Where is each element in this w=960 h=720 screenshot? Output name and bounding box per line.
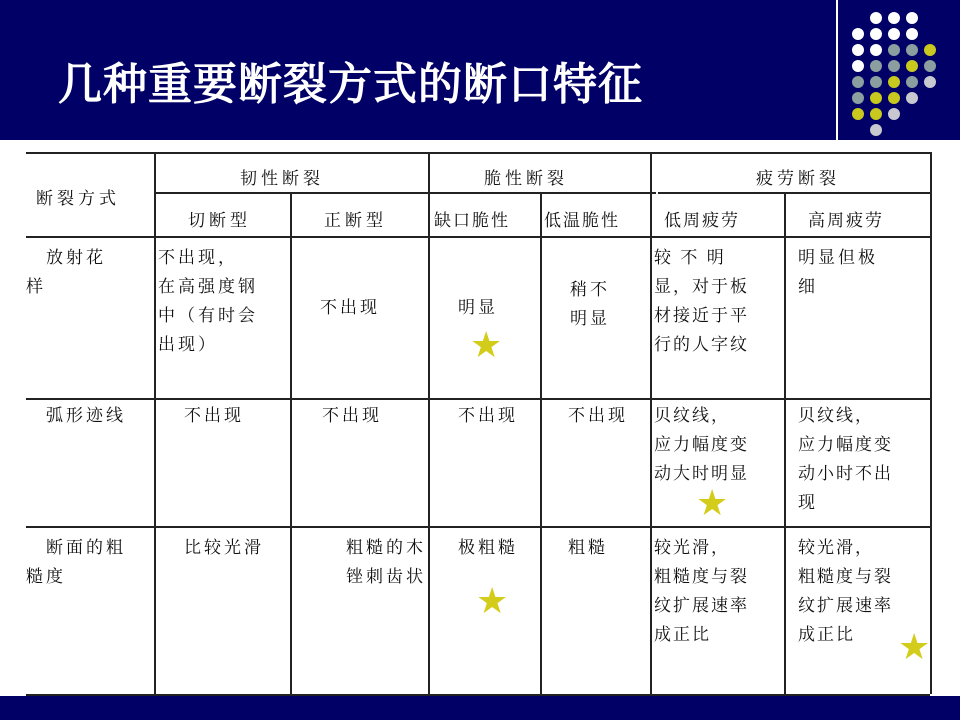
table-cell: 极粗糙: [458, 538, 518, 558]
decorative-dot: [924, 44, 936, 56]
table-rule: [26, 398, 930, 400]
decorative-dot: [888, 44, 900, 56]
dot-grid-decoration: [852, 12, 952, 132]
decorative-dot: [870, 28, 882, 40]
table-rule: [290, 192, 292, 694]
decorative-dot: [924, 76, 936, 88]
table-cell: 稍不 明显: [570, 280, 610, 329]
title-divider: [836, 0, 838, 140]
header-row-label: 断裂方式: [36, 189, 120, 209]
header-subtype: 高周疲劳: [808, 211, 884, 231]
header-subtype: 低周疲劳: [664, 211, 740, 231]
table-cell: 不出现: [568, 406, 628, 426]
table-rule: [26, 236, 930, 238]
decorative-dot: [888, 76, 900, 88]
table-rule: [428, 152, 430, 694]
table-cell: 较光滑， 粗糙度与裂 纹扩展速率 成正比: [798, 538, 893, 645]
decorative-dot: [852, 108, 864, 120]
table-rule: [154, 152, 156, 694]
header-subtype: 低温脆性: [544, 211, 620, 231]
table-cell: 不出现: [458, 406, 518, 426]
star-icon: ★: [696, 483, 729, 524]
header-group-ductile: 韧性断裂: [240, 169, 324, 189]
table-cell: 较 不 明 显，对于板 材接近于平 行的人字纹: [654, 248, 749, 355]
decorative-dot: [870, 44, 882, 56]
decorative-dot: [870, 12, 882, 24]
table-rule: [156, 192, 430, 194]
row-label: 放射花 样: [26, 248, 106, 297]
table-rule: [26, 694, 930, 696]
star-icon: ★: [476, 581, 509, 622]
decorative-dot: [906, 76, 918, 88]
decorative-dot: [906, 28, 918, 40]
decorative-dot: [852, 44, 864, 56]
table-rule: [26, 526, 930, 528]
row-label: 断面的粗 糙度: [26, 538, 126, 587]
header-subtype: 正断型: [324, 211, 387, 231]
row-label: 弧形迹线: [46, 406, 126, 426]
decorative-dot: [870, 76, 882, 88]
decorative-dot: [888, 28, 900, 40]
table-cell: 比较光滑: [184, 538, 264, 558]
table-cell: 明显: [458, 298, 498, 318]
decorative-dot: [870, 124, 882, 136]
star-icon: ★: [898, 627, 931, 668]
header-subtype: 缺口脆性: [434, 211, 510, 231]
decorative-dot: [870, 60, 882, 72]
table-rule: [784, 192, 786, 694]
table-cell: 贝纹线， 应力幅度变 动小时不出 现: [798, 406, 893, 513]
decorative-dot: [852, 60, 864, 72]
table-cell: 不出现: [320, 298, 380, 318]
decorative-dot: [888, 60, 900, 72]
slide-title: 几种重要断裂方式的断口特征: [58, 59, 643, 110]
table-cell: 较光滑， 粗糙度与裂 纹扩展速率 成正比: [654, 538, 749, 645]
table-cell: 不出现， 在高强度钢 中（有时会 出现）: [158, 248, 258, 355]
decorative-dot: [888, 92, 900, 104]
decorative-dot: [888, 108, 900, 120]
decorative-dot: [852, 28, 864, 40]
decorative-dot: [870, 92, 882, 104]
table-rule: [930, 152, 932, 694]
decorative-dot: [888, 12, 900, 24]
decorative-dot: [906, 12, 918, 24]
bottom-bar: [0, 696, 960, 720]
decorative-dot: [906, 44, 918, 56]
header-subtype: 切断型: [188, 211, 251, 231]
table-cell: 不出现: [184, 406, 244, 426]
decorative-dot: [906, 92, 918, 104]
table-rule: [658, 192, 930, 194]
decorative-dot: [924, 60, 936, 72]
decorative-dot: [852, 76, 864, 88]
table-rule: [540, 192, 542, 694]
table-rule: [650, 152, 652, 694]
header-group-brittle: 脆性断裂: [484, 169, 568, 189]
star-icon: ★: [470, 325, 503, 366]
table-cell: 粗糙: [568, 538, 608, 558]
decorative-dot: [852, 92, 864, 104]
decorative-dot: [906, 60, 918, 72]
header-group-fatigue: 疲劳断裂: [756, 169, 840, 189]
table-cell: 粗糙的木 锉刺齿状: [346, 538, 426, 587]
table-cell: 不出现: [322, 406, 382, 426]
decorative-dot: [870, 108, 882, 120]
table-cell: 贝纹线， 应力幅度变 动大时明显: [654, 406, 749, 484]
table-rule: [430, 192, 656, 194]
table-cell: 明显但极 细: [798, 248, 878, 297]
table-rule: [26, 152, 930, 154]
